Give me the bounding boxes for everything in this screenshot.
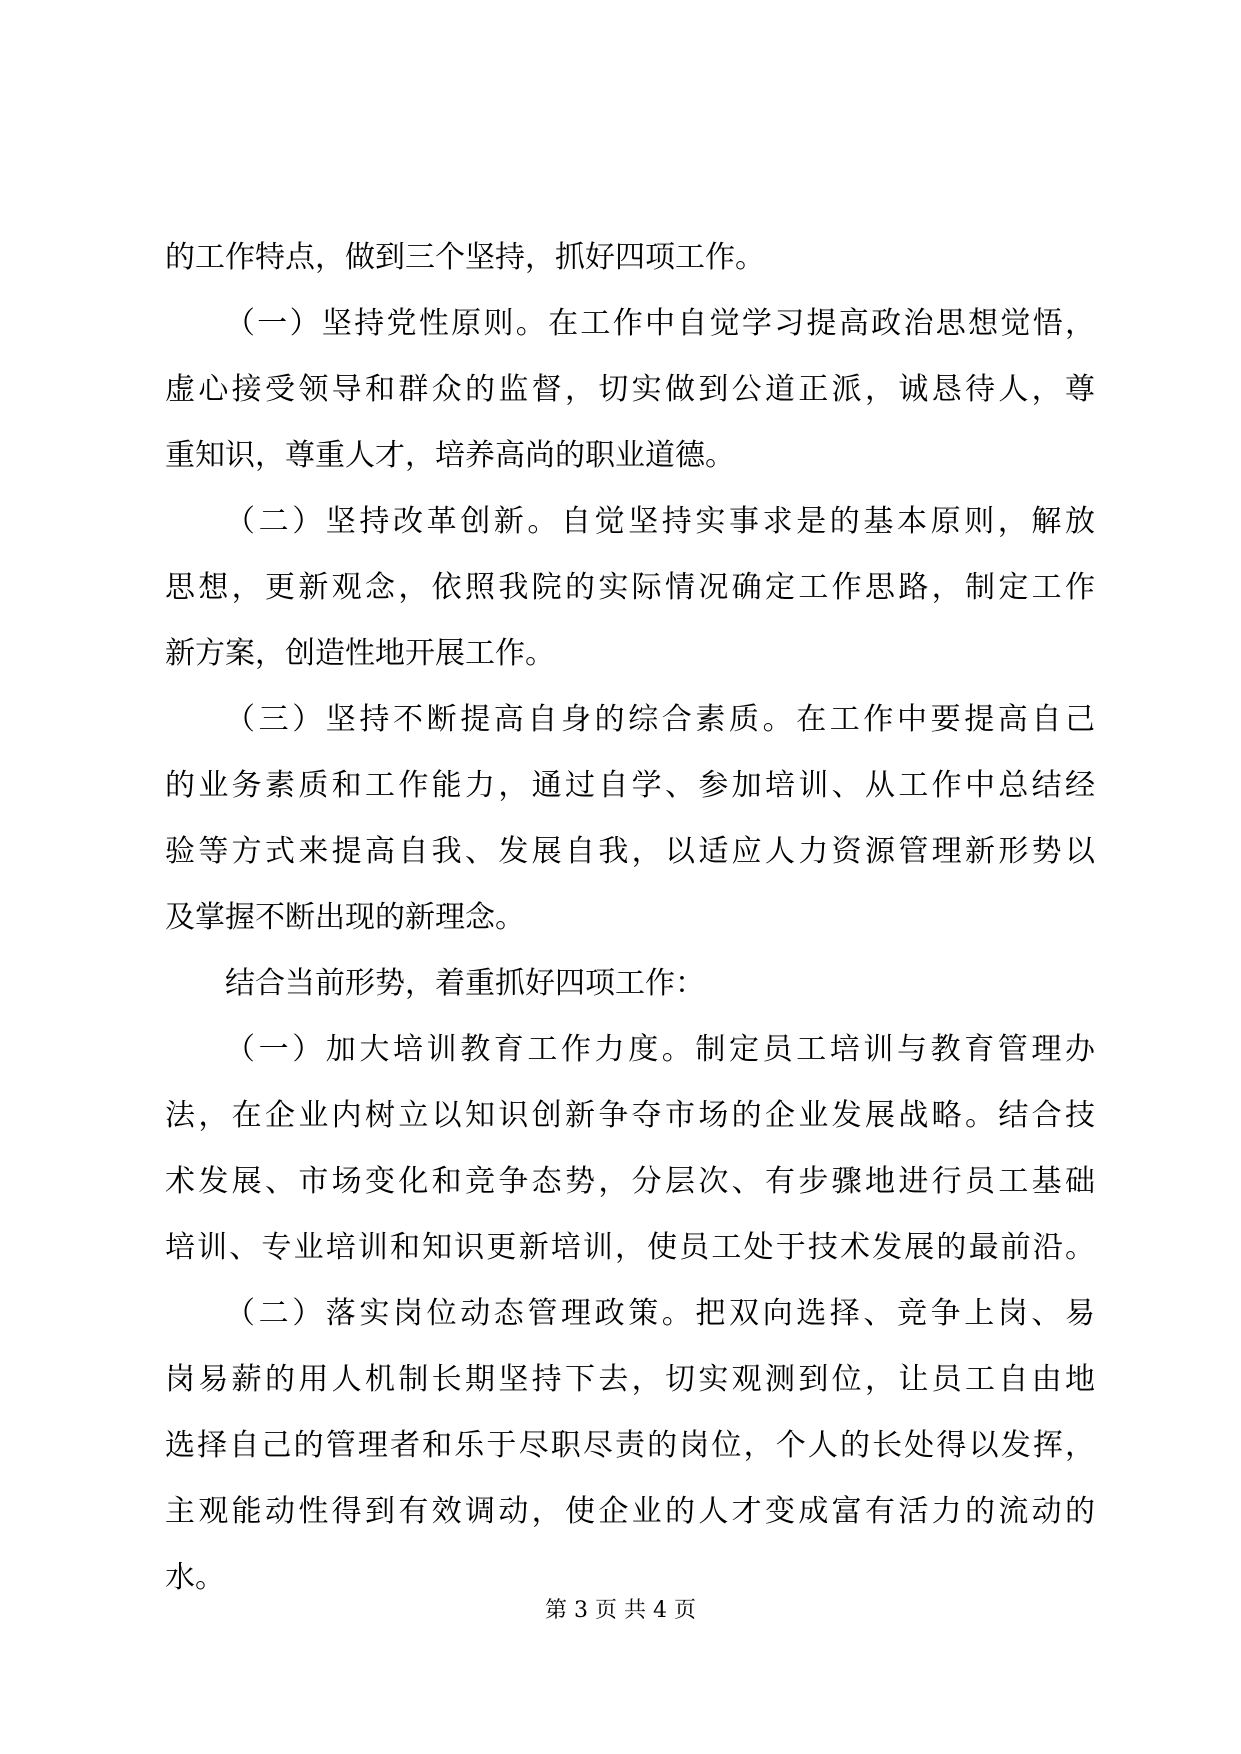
page-footer: 第 3 页 共 4 页 <box>545 1598 696 1623</box>
text-line: 主观能动性得到有效调动，使企业的人才变成富有活力的流动的 <box>165 1494 1095 1529</box>
text-line: 新方案，创造性地开展工作。 <box>165 636 555 671</box>
text-line: （一）坚持党性原则。在工作中自觉学习提高政治思想觉悟， <box>225 306 1095 341</box>
text-line: （二）落实岗位动态管理政策。把双向选择、竞争上岗、易 <box>225 1296 1095 1331</box>
text-line: （三）坚持不断提高自身的综合素质。在工作中要提高自己 <box>225 702 1095 737</box>
text-line: （二）坚持改革创新。自觉坚持实事求是的基本原则，解放 <box>225 504 1095 539</box>
text-line: 水。 <box>165 1560 225 1595</box>
text-line: 思想，更新观念，依照我院的实际情况确定工作思路，制定工作 <box>165 570 1095 605</box>
text-line: 验等方式来提高自我、发展自我，以适应人力资源管理新形势以 <box>165 834 1095 869</box>
text-line: 虚心接受领导和群众的监督，切实做到公道正派，诚恳待人，尊 <box>165 372 1095 407</box>
text-line: 岗易薪的用人机制长期坚持下去，切实观测到位，让员工自由地 <box>165 1362 1095 1397</box>
document-body <box>165 225 1095 1611</box>
text-line: （一）加大培训教育工作力度。制定员工培训与教育管理办 <box>225 1032 1095 1067</box>
text-line: 的业务素质和工作能力，通过自学、参加培训、从工作中总结经 <box>165 768 1095 803</box>
text-line: 培训、专业培训和知识更新培训，使员工处于技术发展的最前沿。 <box>165 1230 1095 1265</box>
text-line: 结合当前形势，着重抓好四项工作： <box>225 966 705 1001</box>
text-line: 选择自己的管理者和乐于尽职尽责的岗位，个人的长处得以发挥， <box>165 1428 1095 1463</box>
text-line: 重知识，尊重人才，培养高尚的职业道德。 <box>165 438 735 473</box>
text-line: 的工作特点，做到三个坚持，抓好四项工作。 <box>165 240 765 275</box>
text-line: 法，在企业内树立以知识创新争夺市场的企业发展战略。结合技 <box>165 1098 1095 1133</box>
text-line: 术发展、市场变化和竞争态势，分层次、有步骤地进行员工基础 <box>165 1164 1095 1199</box>
text-line: 及掌握不断出现的新理念。 <box>165 900 525 935</box>
